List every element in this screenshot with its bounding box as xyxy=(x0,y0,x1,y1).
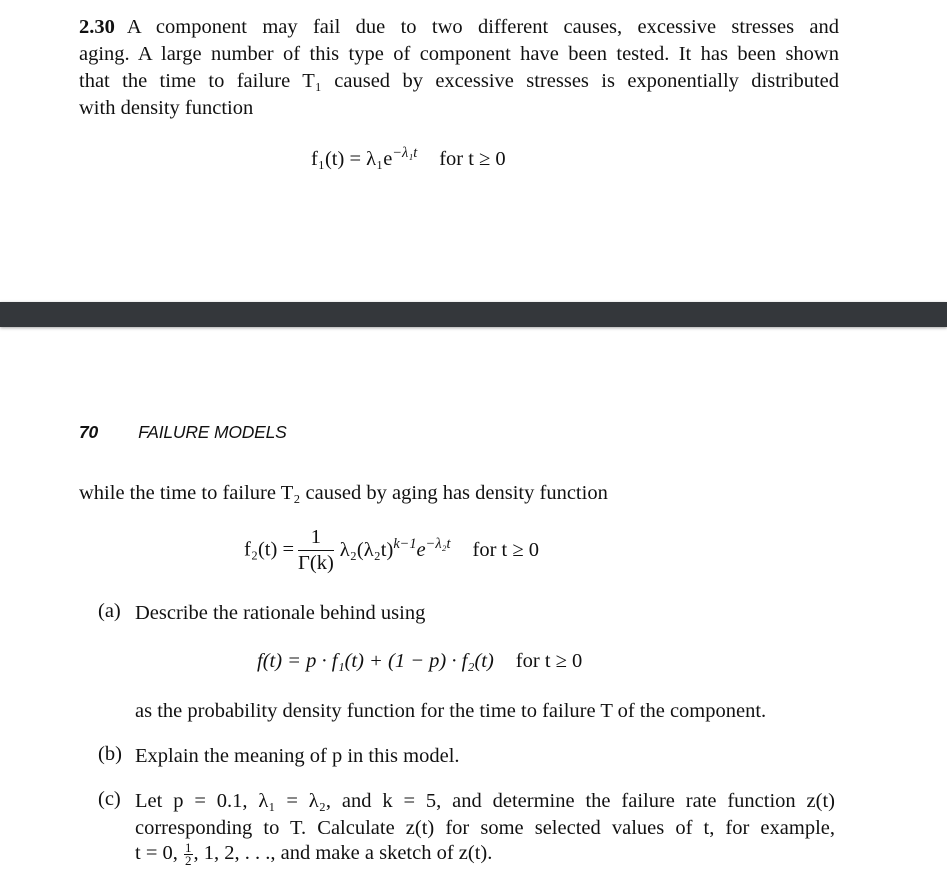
page-header xyxy=(79,422,287,443)
intro-line-3: that the time to failure T₁ caused by excessive stresses is exponentially distributed xyxy=(79,70,839,92)
part-a-follow: as the probability density function for the time to failure T of the component. xyxy=(135,700,767,722)
equation-f1-condition: for t ≥ 0 xyxy=(439,148,506,170)
part-c-line-1: Let p = 0.1, λ₁ = λ₂, and k = 5, and determine the failure rate function z(t) xyxy=(135,790,835,812)
part-b-text: Explain the meaning of p in this model. xyxy=(135,745,460,767)
part-c-values-prefix: t = 0, xyxy=(135,842,178,864)
part-c-line-3 xyxy=(135,840,492,867)
part-b-label: (b) xyxy=(98,743,122,765)
equation-f2-e: e xyxy=(416,538,426,561)
part-c-label: (c) xyxy=(98,788,121,810)
equation-f2 xyxy=(244,526,539,574)
aging-line: while the time to failure T₂ caused by aging has density function xyxy=(79,482,608,504)
part-c-values-suffix: , 1, 2, . . ., and make a sketch of z(t). xyxy=(193,842,493,864)
chapter-title: FAILURE MODELS xyxy=(138,422,287,442)
fraction-denominator: Γ(k) xyxy=(298,552,334,574)
half-numerator: 1 xyxy=(185,839,192,855)
equation-f2-condition: for t ≥ 0 xyxy=(472,538,539,561)
equation-f1-exponent: −λ₁t xyxy=(392,145,418,162)
problem-2-30-intro xyxy=(79,14,839,122)
half-fraction xyxy=(184,839,193,868)
page-divider xyxy=(0,302,947,327)
part-a-text: Describe the rationale behind using xyxy=(135,602,426,624)
equation-f2-fraction xyxy=(298,526,334,574)
equation-f1 xyxy=(311,145,506,171)
problem-number: 2.30 xyxy=(79,16,115,38)
intro-line-1: 2.30 A component may fail due to two different causes, excessive stresses and xyxy=(79,16,839,38)
intro-line-2: aging. A large number of this type of component have been tested. It has been shown xyxy=(79,43,839,65)
equation-f2-exponent: −λ₂t xyxy=(425,535,451,552)
equation-mixture-condition: for t ≥ 0 xyxy=(515,650,583,672)
equation-f1-lhs: f₁(t) = λ₁e xyxy=(311,148,393,170)
fraction-numerator: 1 xyxy=(298,526,334,551)
equation-f2-body: λ₂(λ₂t) xyxy=(339,538,394,561)
equation-mixture xyxy=(257,650,582,673)
page-number: 70 xyxy=(79,422,99,442)
part-c-line-2: corresponding to T. Calculate z(t) for some selected values of t, for example, xyxy=(135,817,835,839)
half-denominator: 2 xyxy=(185,852,192,868)
equation-f2-power: k−1 xyxy=(393,535,417,552)
equation-mixture-body: f(t) = p · f₁(t) + (1 − p) · f₂(t) xyxy=(257,650,494,672)
intro-line-4: with density function xyxy=(79,97,254,119)
equation-f2-lhs: f₂(t) = xyxy=(244,538,295,561)
part-a-label: (a) xyxy=(98,600,121,622)
